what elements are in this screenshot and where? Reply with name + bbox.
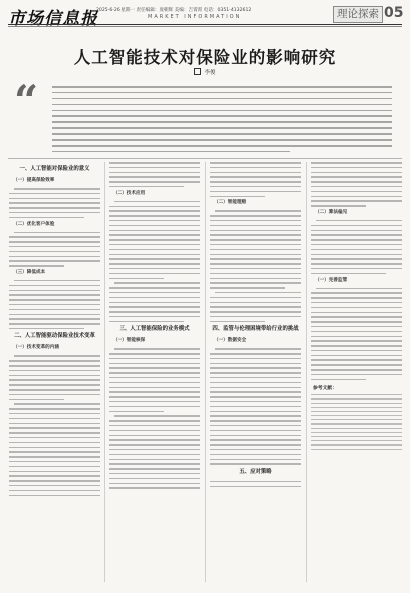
author-box-icon (194, 68, 201, 75)
subsection-heading: （一）技术变革的内涵 (13, 345, 59, 351)
english-name: MARKET INFORMATION (148, 14, 242, 20)
subsection-heading: （一）数据安全 (214, 338, 247, 344)
author-name: 李俊 (204, 70, 216, 76)
subsection-heading: （二）智能理赔 (214, 200, 247, 206)
article-title: 人工智能技术对保险业的影响研究 (73, 48, 337, 67)
column-divider (205, 162, 206, 582)
section-label: 理论探索 (333, 6, 383, 23)
subsection-heading: （一）完善监管 (315, 277, 348, 283)
abstract-block (52, 86, 392, 156)
section-heading: 五、应对策略 (239, 468, 272, 475)
header-rule (8, 24, 402, 25)
body-column-2 (109, 162, 200, 578)
column-divider (306, 162, 307, 582)
subsection-heading: （二）算法偏见 (315, 209, 348, 215)
section-heading: 三、人工智能保险的业务模式 (119, 326, 190, 333)
body-column-4 (311, 162, 402, 578)
author-line (0, 68, 410, 76)
section-heading: 一、人工智能对保险业的意义 (19, 166, 90, 172)
header-rule-thin (8, 26, 402, 27)
subsection-heading: （三）降低成本 (13, 269, 46, 275)
abstract-divider (8, 158, 402, 159)
section-heading: 四、监管与伦理困境带给行业的挑战 (212, 326, 299, 333)
page-number: 05 (384, 5, 404, 21)
column-divider (104, 162, 105, 582)
issue-meta: 2025-6-26 星期一 责任编辑：庞朝辉 美编：吉霄霄 电话：0351-4132612 (96, 8, 252, 13)
quote-mark-icon: “ (14, 76, 39, 125)
subsection-heading: （二）优化客户体验 (13, 221, 55, 227)
references-heading: 参考文献： (313, 386, 337, 392)
section-heading: 二、人工智能驱动保险业技术变革 (14, 333, 95, 340)
subsection-heading: （二）技术应用 (113, 190, 146, 196)
subsection-heading: （一）提高保险效率 (13, 178, 55, 183)
newspaper-masthead: 市场信息报 (8, 9, 98, 29)
body-column-1 (9, 162, 100, 578)
body-column-3 (210, 162, 301, 578)
subsection-heading: （一）智能核保 (113, 338, 146, 344)
